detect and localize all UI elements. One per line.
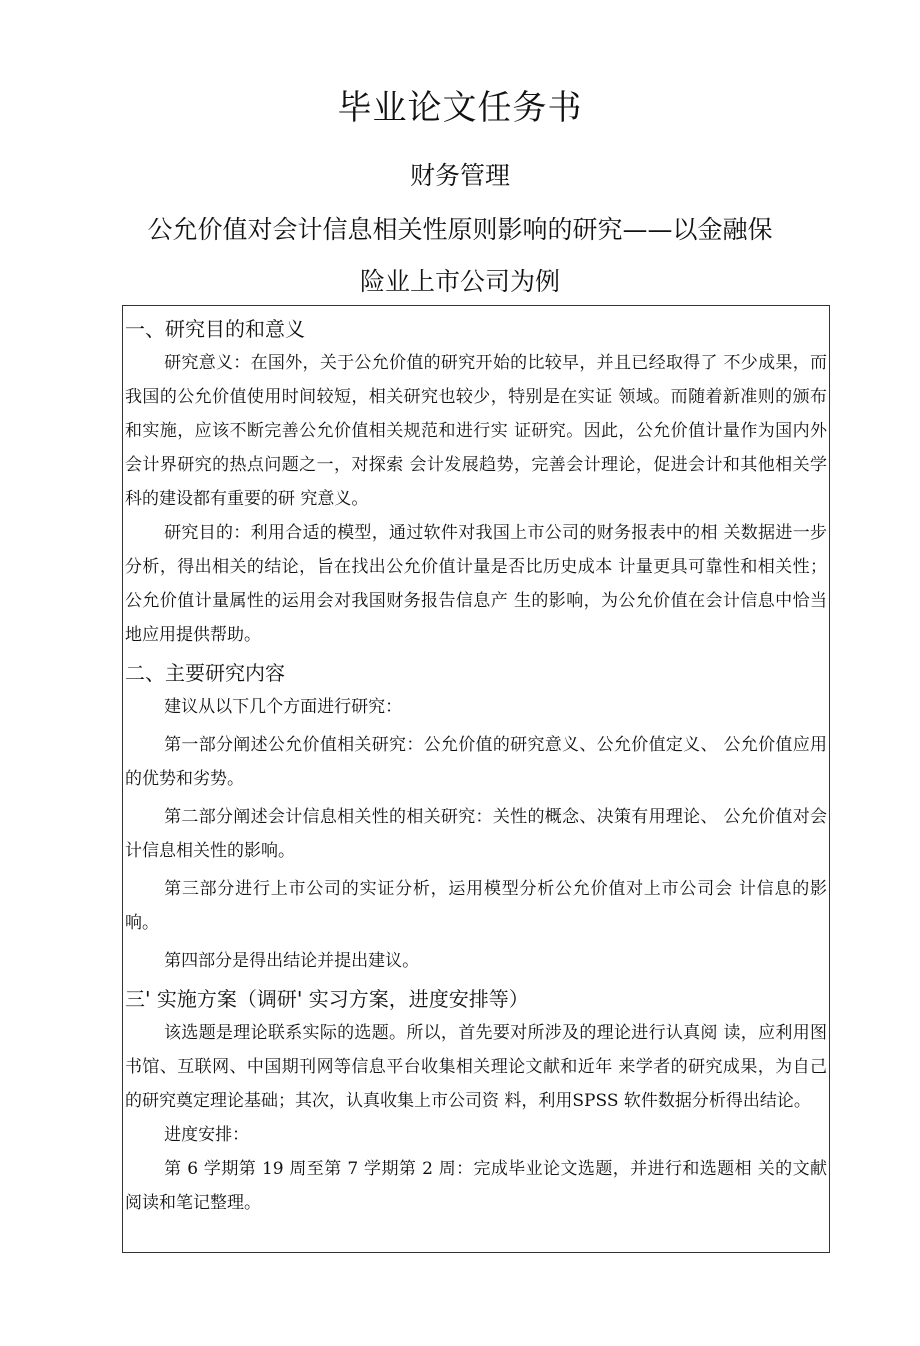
task-content-box xyxy=(122,305,830,1253)
section-3-paragraph-approach: 该选题是理论联系实际的选题。所以，首先要对所涉及的理论进行认真阅 读，应利用图书馆、互联网、中国期刊网等信息平台收集相关理论文献和近年 来学者的研究成果，为自己的研究奠定理论基础；其次，认真收集上市公司资 料，利用SPSS 软件数据分析得出结论。 xyxy=(125,1023,827,1111)
section-3-heading: 三' 实施方案（调研' 实习方案，进度安排等） xyxy=(125,987,529,1011)
section-2-paragraph-part-3: 第三部分进行上市公司的实证分析，运用模型分析公允价值对上市公司会 计信息的影响。 xyxy=(125,879,827,933)
section-2-paragraph-intro: 建议从以下几个方面进行研究： xyxy=(164,697,403,717)
section-3-paragraph-schedule-label: 进度安排： xyxy=(164,1125,250,1145)
thesis-topic xyxy=(0,204,920,308)
major-name: 财务管理 xyxy=(409,161,510,190)
thesis-topic-line-1: 公允价值对会计信息相关性原则影响的研究——以金融保 xyxy=(147,215,773,244)
document-title: 毕业论文任务书 xyxy=(337,88,583,128)
task-content xyxy=(123,306,829,1220)
section-3-paragraph-schedule-item: 第 6 学期第 19 周至第 7 学期第 2 周：完成毕业论文选题，并进行和选题相 关的文献阅读和笔记整理。 xyxy=(125,1159,827,1213)
section-1-paragraph-purpose: 研究目的：利用合适的模型，通过软件对我国上市公司的财务报表中的相 关数据进一步分析，得出相关的结论，旨在找出公允价值计量是否比历史成本 计量更具可靠性和相关性；公允价值计量属性的运用会对我国财务报告信息产 生的影响，为公允价值在会计信息中恰当地应用提供帮助。 xyxy=(125,523,827,645)
section-2-paragraph-part-2: 第二部分阐述会计信息相关性的相关研究：关性的概念、决策有用理论、 公允价值对会计信息相关性的影响。 xyxy=(125,807,827,861)
thesis-topic-line-2: 险业上市公司为例 xyxy=(359,267,560,296)
section-1-heading: 一、研究目的和意义 xyxy=(125,317,305,341)
section-2-paragraph-part-4: 第四部分是得出结论并提出建议。 xyxy=(164,951,420,971)
section-1-paragraph-significance: 研究意义：在国外，关于公允价值的研究开始的比较早，并且已经取得了 不少成果，而我国的公允价值使用时间较短，相关研究也较少，特别是在实证 领域。而随着新准则的颁布和实施，应该不断完善公允价值相关规范和进行实 证研究。因此，公允价值计量作为国内外会计界研究的热点问题之一，对探索 会计发展趋势，完善会计理论，促进会计和其他相关学科的建设都有重要的研 究意义。 xyxy=(125,353,827,509)
section-2-paragraph-part-1: 第一部分阐述公允价值相关研究：公允价值的研究意义、公允价值定义、 公允价值应用的优势和劣势。 xyxy=(125,735,827,789)
section-2-heading: 二、主要研究内容 xyxy=(125,661,285,685)
